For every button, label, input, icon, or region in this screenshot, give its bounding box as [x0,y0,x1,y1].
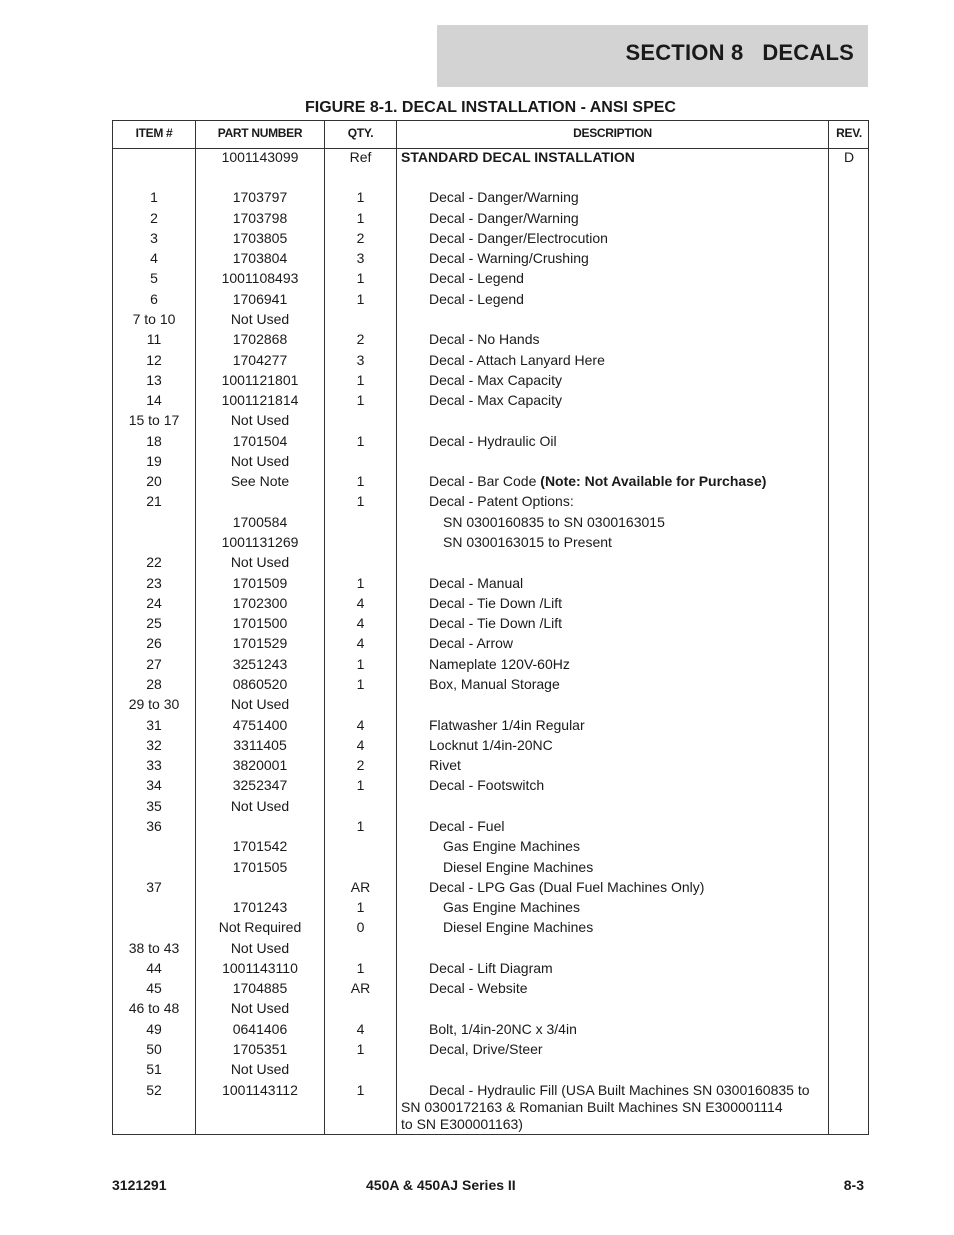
description: Decal - LPG Gas (Dual Fuel Machines Only) [429,878,705,895]
part-number: 0641406 [232,1020,288,1037]
part-number: 1701542 [232,838,288,855]
quantity: AR [350,878,371,895]
item-number: 50 [146,1041,162,1058]
description-text: Decal - Bar Code [429,473,541,490]
description: Nameplate 120V-60Hz [429,655,570,672]
description: Locknut 1/4in-20NC [429,736,553,753]
quantity: 1 [356,473,365,490]
part-number: Not Used [230,310,290,327]
column-header-part-number: PART NUMBER [217,126,303,140]
part-number: 4751400 [232,716,288,733]
part-number: 1703797 [232,189,288,206]
description: SN 0300160835 to SN 0300163015 [443,513,665,530]
part-number: 0860520 [232,676,288,692]
part-number: 1001143099 [221,149,299,165]
item-number: 15 to 17 [128,412,180,429]
description: Decal - Legend [429,270,524,287]
description-line: to SN E300001163) [401,1115,523,1132]
part-number: Not Used [230,1061,290,1078]
description: Decal - Max Capacity [429,371,563,388]
part-number: 1701509 [232,574,288,591]
section-header [437,25,868,87]
item-number: 38 to 43 [128,939,180,956]
item-number: 18 [146,432,162,449]
quantity: Ref [349,149,372,165]
part-number: 1701505 [232,858,288,875]
item-number: 23 [146,574,162,591]
item-number: 33 [146,757,162,774]
quantity: 4 [356,635,365,652]
part-number: 1703805 [232,229,288,246]
quantity: 1 [356,655,365,672]
description: Decal - Lift Diagram [429,959,553,976]
description: Rivet [429,757,461,774]
part-number: 1001108493 [221,270,299,287]
description: Decal - Arrow [429,635,514,652]
item-number: 6 [150,290,158,307]
part-number: 1705351 [232,1041,288,1058]
item-number: 2 [150,209,158,226]
part-number: See Note [230,473,290,490]
quantity: 1 [356,899,365,916]
part-number: Not Required [218,919,302,936]
quantity: 1 [356,209,365,226]
part-number: 1703804 [232,250,288,267]
part-number: 1001143112 [222,1081,298,1098]
quantity: 1 [356,817,365,834]
part-number: 1701500 [232,615,288,632]
quantity: 1 [356,959,365,976]
column-header-item: ITEM # [135,126,173,140]
description: Decal - Danger/Warning [429,189,579,206]
quantity: 1 [356,392,365,409]
item-number: 36 [146,817,162,834]
quantity: AR [350,980,371,997]
item-number: 19 [146,452,162,469]
description: Decal - Tie Down /Lift [429,594,563,611]
quantity: 1 [356,270,365,287]
item-number: 25 [146,615,162,632]
description: Decal, Drive/Steer [429,1041,543,1058]
quantity: 4 [356,716,365,733]
column-header-rev: REV. [836,126,862,140]
quantity: 1 [356,574,365,591]
description: Decal - Max Capacity [429,392,563,409]
quantity: 1 [356,189,365,206]
quantity: 4 [356,615,365,632]
quantity: 1 [356,676,365,692]
part-number: Not Used [230,696,290,713]
quantity: 1 [356,1081,365,1098]
quantity: 3 [356,351,365,368]
part-number: 1704277 [232,351,288,368]
quantity: 1 [356,432,365,449]
description: Decal - Legend [429,290,524,307]
description: Decal - Footswitch [429,777,545,794]
item-number: 21 [146,493,162,510]
quantity: 1 [356,290,365,307]
description: Flatwasher 1/4in Regular [429,716,585,733]
item-number: 28 [146,676,162,692]
part-number: 1001121801 [221,371,299,388]
item-number: 34 [146,777,162,794]
part-number: 1702868 [232,331,288,348]
item-number: 51 [146,1061,162,1078]
item-number: 37 [146,878,162,895]
model-name: 450A & 450AJ Series II [366,1177,516,1193]
item-number: 12 [146,351,162,368]
description: Bolt, 1/4in-20NC x 3/4in [429,1020,577,1037]
part-number: Not Used [230,797,290,814]
item-number: 3 [150,229,158,246]
part-number: 3311405 [233,736,287,753]
description-line: SN 0300172163 & Romanian Built Machines SN E300001114 [401,1098,783,1115]
description: Box, Manual Storage [429,676,560,692]
description: Decal - No Hands [429,331,540,348]
description: STANDARD DECAL INSTALLATION [401,149,635,165]
part-number: Not Used [230,1000,290,1017]
description: Gas Engine Machines [443,899,580,916]
item-number: 49 [146,1020,162,1037]
item-number: 7 to 10 [132,310,176,327]
document-number: 3121291 [112,1177,167,1193]
quantity: 2 [356,331,365,348]
description: Diesel Engine Machines [443,919,594,936]
description: Decal - Danger/Warning [429,209,579,226]
figure-title: FIGURE 8-1. DECAL INSTALLATION - ANSI SPEC [305,99,676,116]
item-number: 11 [146,331,162,348]
quantity: 3 [356,250,365,267]
description: Decal - Tie Down /Lift [429,615,563,632]
description: Decal - Fuel [429,817,505,834]
description: Decal - Hydraulic Oil [429,432,557,449]
part-number: 1700584 [232,513,288,530]
column-divider [396,120,397,1135]
part-number: 1706941 [232,290,288,307]
description: Decal - Attach Lanyard Here [429,351,605,368]
description: Decal - Patent Options: [429,493,574,510]
item-number: 5 [150,270,158,287]
description: SN 0300163015 to Present [443,534,612,551]
item-number: 52 [146,1081,162,1098]
column-header-description: DESCRIPTION [573,126,652,140]
quantity: 1 [356,493,365,510]
part-number: Not Used [230,554,290,571]
part-number: 1704885 [232,980,288,997]
description: Decal - Manual [429,574,524,591]
description-note: (Note: Not Available for Purchase) [540,473,767,490]
quantity: 2 [356,229,365,246]
column-header-qty: QTY. [347,126,374,140]
item-number: 4 [150,250,158,267]
description: Gas Engine Machines [443,838,580,855]
quantity: 0 [356,919,365,936]
description: Decal - Danger/Electrocution [429,229,608,246]
item-number: 27 [146,655,162,672]
part-number: Not Used [230,412,290,429]
part-number: 3820001 [232,757,288,774]
item-number: 1 [150,189,158,206]
item-number: 20 [146,473,162,490]
item-number: 44 [146,959,162,976]
item-number: 29 to 30 [128,696,180,713]
item-number: 46 to 48 [128,1000,180,1017]
item-number: 31 [146,716,162,733]
revision: D [843,149,855,165]
part-number: Not Used [230,939,290,956]
item-number: 22 [146,554,162,571]
quantity: 4 [356,736,365,753]
quantity: 1 [356,777,365,794]
page-number: 8-3 [843,1177,864,1193]
item-number: 45 [146,980,162,997]
quantity: 4 [356,1020,365,1037]
item-number: 14 [146,392,162,409]
description [429,473,766,490]
quantity: 4 [356,594,365,611]
item-number: 35 [146,797,162,814]
column-divider [828,120,829,1135]
part-number: 1702300 [232,594,288,611]
description: Diesel Engine Machines [443,858,594,875]
part-number: 1001143110 [222,959,298,976]
description-line: Decal - Hydraulic Fill (USA Built Machines SN 0300160835 to [429,1081,810,1098]
part-number: 1701529 [232,635,288,652]
part-number: 1001131269 [221,534,299,551]
description: Decal - Website [429,980,528,997]
part-number: 3252347 [232,777,288,794]
part-number: 1701504 [232,432,288,449]
section-title: SECTION 8 DECALS [625,40,854,65]
part-number: 1001121814 [221,392,299,409]
quantity: 2 [356,757,365,774]
item-number: 13 [146,371,162,388]
part-number: 1703798 [232,209,288,226]
item-number: 26 [146,635,162,652]
part-number: 1701243 [232,899,288,916]
item-number: 32 [146,736,162,753]
description: Decal - Warning/Crushing [429,250,589,267]
part-number: 3251243 [232,655,288,672]
quantity: 1 [356,1041,365,1058]
quantity: 1 [356,371,365,388]
part-number: Not Used [230,452,290,469]
item-number: 24 [146,594,162,611]
description [401,1081,810,1133]
